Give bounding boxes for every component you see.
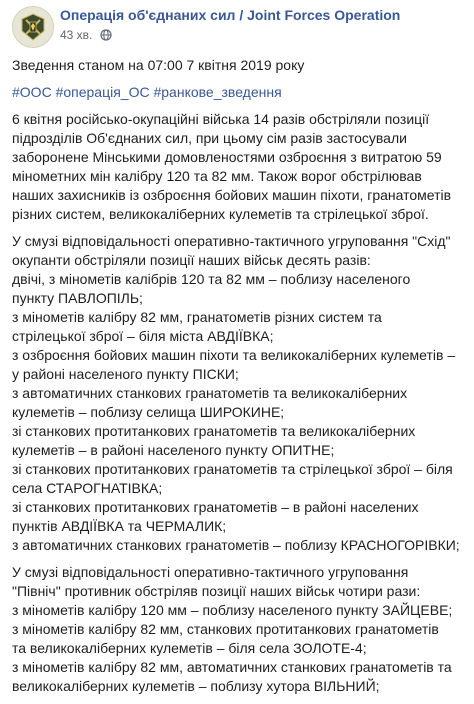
post-body [12, 56, 468, 704]
text-line: пунктів АВДІЇВКА та ЧЕРМАЛИК; [12, 518, 227, 534]
paragraph-overview [12, 110, 468, 224]
hashtag-link[interactable]: #ООС [12, 84, 52, 100]
paragraph-east [12, 232, 468, 555]
text-line: з озброєння бойових машин піхоти та великокаліберних кулеметів – [12, 347, 456, 363]
text-line: зі станкових протитанкових гранатометів та стрілецької зброї – біля [12, 461, 453, 477]
text-line: У смузі відповідальності оперативно-тактичного угруповання "Схід" [12, 233, 451, 249]
globe-icon [100, 29, 112, 44]
text-line: різних систем, великокаліберних кулеметів та стрілецької зброї. [12, 206, 429, 222]
text-line: з мінометів калібру 82 мм, автоматичних станкових гранатометів та [12, 659, 452, 675]
text-line: зі станкових протитанкових гранатометів та великокаліберних [12, 423, 416, 439]
text-line: заборонене Мінськими домовленостями озброєння з витратою 59 [12, 149, 442, 165]
hashtag-link[interactable]: #операція_ОС [55, 84, 150, 100]
jfo-emblem-icon [13, 7, 53, 47]
text-line: з мінометів калібру 120 мм – поблизу населеного пункту ЗАЙЦЕВЕ; [12, 602, 453, 618]
page-name-link[interactable]: Операція об'єднаних сил / Joint Forces Operation [60, 7, 401, 23]
post-meta [60, 28, 112, 44]
text-line: кулеметів – в районі населеного пункту ОПИТНЕ; [12, 442, 335, 458]
text-line: мінометних мін калібру 120 та 82 мм. Також ворог обстрілював [12, 168, 422, 184]
text-line: наших захисників із озброєння бойових машин піхоти, гранатометів [12, 187, 452, 203]
text-line: пункту ПАВЛОПІЛЬ; [12, 290, 143, 306]
text-line: 6 квітня російсько-окупаційні війська 14 разів обстріляли позиції [12, 111, 430, 127]
text-line: зі станкових протитанкових гранатометів – в районі населених [12, 499, 419, 515]
text-line: стрілецької зброї – біля міста АВДІЇВКА; [12, 328, 274, 344]
text-line: окупанти обстріляли позиції наших військ десять разів: [12, 252, 371, 268]
hashtag-link[interactable]: #ранкове_зведення [153, 84, 282, 100]
hashtag-list [12, 83, 468, 102]
text-line: села СТАРОГНАТІВКА; [12, 480, 163, 496]
text-line: з автоматичних станкових гранатометів – поблизу КРАСНОГОРІВКИ; [12, 537, 460, 553]
summary-line: Зведення станом на 07:00 7 квітня 2019 року [12, 57, 305, 73]
text-line: у районі населеного пункту ПІСКИ; [12, 366, 239, 382]
text-line: "Північ" противник обстріляв позиції наших військ чотири рази: [12, 583, 421, 599]
paragraph-north [12, 563, 468, 696]
text-line: з мінометів калібру 82 мм, гранатометів різних систем та [12, 309, 382, 325]
text-line: двічі, з мінометів калібрів 120 та 82 мм – поблизу населеного [12, 271, 411, 287]
text-line: У смузі відповідальності оперативно-тактичного угруповання [12, 564, 409, 580]
text-line: та великокаліберних кулеметів – біля села ЗОЛОТЕ-4; [12, 640, 367, 656]
text-line: великокаліберних кулеметів – поблизу хутора ВІЛЬНИЙ; [12, 678, 380, 694]
text-line: з мінометів калібру 82 мм, станкових протитанкових гранатометів [12, 621, 439, 637]
text-line: підрозділів Об'єднаних сил, при цьому сім разів застосували [12, 130, 407, 146]
text-line: з автоматичних станкових гранатометів та великокаліберних [12, 385, 408, 401]
post-timestamp[interactable]: 43 хв. [60, 28, 93, 42]
page-avatar[interactable] [12, 6, 54, 48]
text-line: кулеметів – поблизу селища ШИРОКИНЕ; [12, 404, 285, 420]
